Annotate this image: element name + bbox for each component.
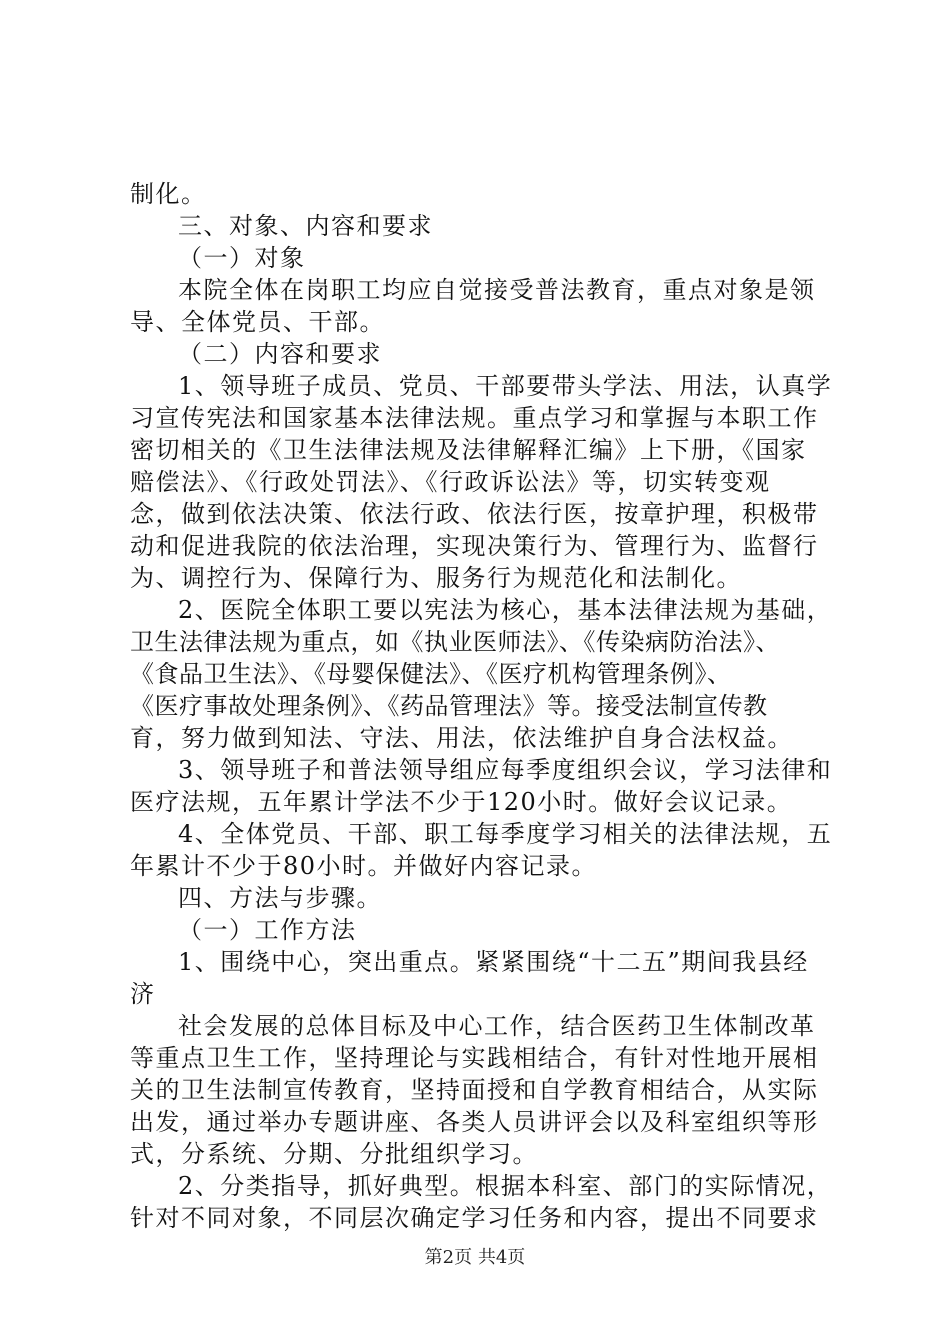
section-heading: 四、方法与步骤。 [178,884,382,912]
text-line: 卫生法律法规为重点，如《执业医师法》、《传染病防治法》、 [130,628,780,656]
text-line: 式，分系统、分期、分批组织学习。 [130,1140,538,1168]
text-line: 为、调控行为、保障行为、服务行为规范化和法制化。 [130,564,742,592]
text-line: 2、分类指导，抓好典型。根据本科室、部门的实际情况， [178,1172,833,1200]
text-line: 济 [130,980,156,1008]
text-line: 3、领导班子和普法领导组应每季度组织会议，学习法律和 [178,756,833,784]
page-number: 第2页 共4页 [424,1247,526,1268]
text-line: 密切相关的《卫生法律法规及法律解释汇编》上下册，《国家 [130,436,807,464]
text-line: 动和促进我院的依法治理，实现决策行为、管理行为、监督行 [130,532,819,560]
text-line: 《食品卫生法》、《母婴保健法》、《医疗机构管理条例》、 [130,660,732,688]
text-line: 本院全体在岗职工均应自觉接受普法教育，重点对象是领 [178,276,816,304]
text-line: 念，做到依法决策、依法行政、依法行医，按章护理，积极带 [130,500,819,528]
subsection-heading: （一）工作方法 [178,916,357,944]
text-line: 《医疗事故处理条例》、《药品管理法》等。接受法制宣传教 [130,692,768,720]
text-line: 赔偿法》、《行政处罚法》、《行政诉讼法》等，切实转变观 [130,468,771,496]
text-line: 医疗法规，五年累计学法不少于120小时。做好会议记录。 [130,788,793,816]
text-line: 等重点卫生工作，坚持理论与实践相结合，有针对性地开展相 [130,1044,819,1072]
text-line: 年累计不少于80小时。并做好内容记录。 [130,852,598,880]
subsection-heading: （一）对象 [178,244,306,272]
section-heading: 三、对象、内容和要求 [178,212,433,240]
text-line: 出发，通过举办专题讲座、各类人员讲评会以及科室组织等形 [130,1108,819,1136]
subsection-heading: （二）内容和要求 [178,340,382,368]
text-line: 社会发展的总体目标及中心工作，结合医药卫生体制改革 [178,1012,816,1040]
text-line: 育，努力做到知法、守法、用法，依法维护自身合法权益。 [130,724,793,752]
text-line: 习宣传宪法和国家基本法律法规。重点学习和掌握与本职工作 [130,404,819,432]
text-line: 关的卫生法制宣传教育，坚持面授和自学教育相结合，从实际 [130,1076,819,1104]
text-line: 1、围绕中心，突出重点。紧紧围绕“十二五”期间我县经 [178,948,809,976]
text-line: 导、全体党员、干部。 [130,308,385,336]
text-line: 针对不同对象，不同层次确定学习任务和内容，提出不同要求 [130,1204,819,1232]
text-line: 2、医院全体职工要以宪法为核心，基本法律法规为基础， [178,596,833,624]
text-line: 制化。 [130,180,207,208]
text-line: 4、全体党员、干部、职工每季度学习相关的法律法规，五 [178,820,833,848]
text-line: 1、领导班子成员、党员、干部要带头学法、用法，认真学 [178,372,833,400]
